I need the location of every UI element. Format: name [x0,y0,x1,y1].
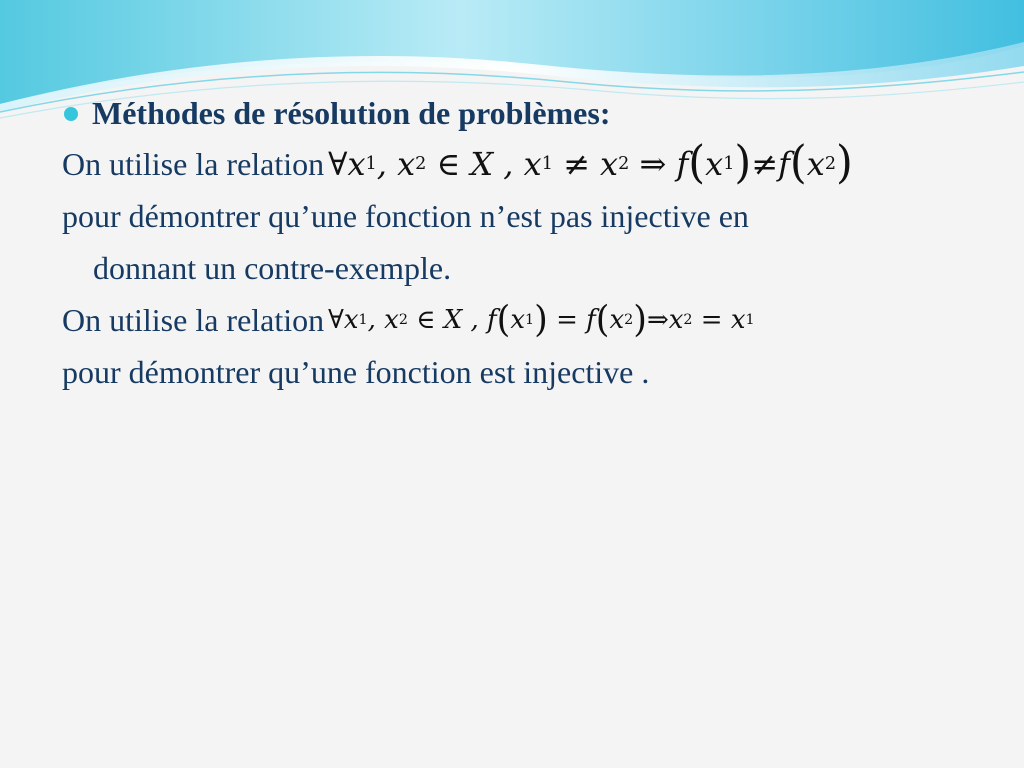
bullet-icon [64,107,78,121]
injective-text: pour démontrer qu’une fonction est injective . [62,354,650,390]
not-injective-text: pour démontrer qu’une fonction n’est pas injective en [62,198,749,234]
paragraph-relation-1 [62,138,992,190]
continuation-text: donnant un contre-exemple. [93,250,452,286]
heading-text: Méthodes de résolution de problèmes: [92,95,611,131]
paragraph-not-injective [62,190,992,242]
paragraph-relation-2 [62,294,992,346]
paragraph-not-injective-continuation [62,242,992,294]
relation-2-text: On utilise la relation [62,302,325,338]
relation-2-formula: ∀ x 1 , x 2 ∈ X , f ( x 1 ) = f ( x 2 ) ⇒ x 2 = x 1 [328,298,755,342]
relation-1-text: On utilise la relation [62,146,325,182]
bullet-heading [64,88,992,138]
relation-1-formula: ∀ x 1 , x 2 ∈ X , x 1 ≠ x 2 ⇒ f ( x 1 ) ≠ f ( x 2 ) [328,137,853,190]
slide-content [62,88,992,398]
paragraph-injective [62,346,992,398]
